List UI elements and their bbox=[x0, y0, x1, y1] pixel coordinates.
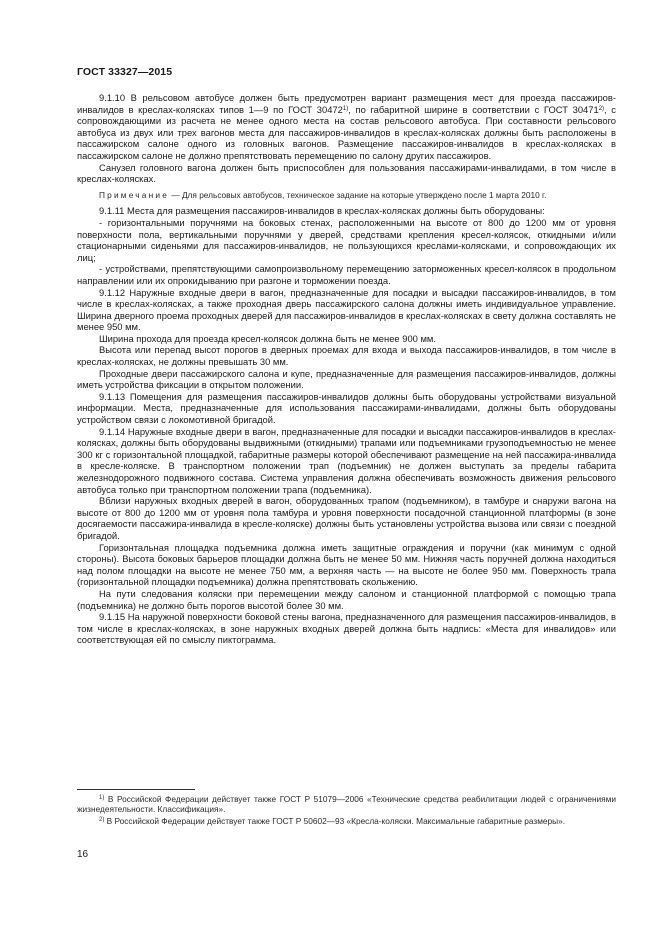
paragraph-doors: Проходные двери пассажирского салона и купе, предназначенные для размещения пассажиров-инвалидов, должны иметь устройства фиксации в открытом положении. bbox=[77, 367, 616, 391]
paragraph-text: , по габаритной ширине в соответствии с ГОСТ 30471 bbox=[348, 103, 599, 115]
paragraph-9-1-12: 9.1.12 Наружные входные двери в вагон, предназначенные для посадки и высадки пассажиров-инвалидов, в том числе в креслах-колясках, а также проходная дверь пассажирского салона должны иметь индивидуальное управление. Ширина дверного проема проходных дверей для пассажиров-инвалидов в креслах-колясках в свету должна составлять не менее 950 мм. bbox=[77, 286, 616, 333]
paragraph-call-devices: Вблизи наружных входных дверей в вагон, оборудованных трапом (подъемником), в тамбуре и снаружи вагона на высоте от 800 до 1200 мм от уровня пола тамбура и уровня поверхности посадочной станционной платформы (в зоне досягаемости пассажира-инвалида в кресле-коляске) должны быть установлены устройства вызова или связи с поездной бригадой. bbox=[77, 495, 616, 541]
note-text: — Для рельсовых автобусов, техническое задание на которые утверждено после 1 марта 2010 г. bbox=[169, 189, 547, 200]
list-item-devices: - устройствами, препятствующими самопроизвольному перемещению заторможенных кресел-колясок в продольном направлении или их опрокидыванию при разгоне и торможении поезда. bbox=[77, 263, 616, 286]
document-header: ГОСТ 33327—2015 bbox=[77, 66, 173, 78]
paragraph-text: 9.1.10 В рельсовом автобусе должен быть предусмотрен вариант размещения мест для проезда пассажиров-инвалидов в креслах-колясках типов 1—9 по ГОСТ 30472 bbox=[77, 92, 616, 115]
list-item-handrails: - горизонтальными поручнями на боковых стенах, расположенными на высоте от 800 до 1200 мм от уровня поверхности пола, вертикальными поручнями у дверей, средствами крепления кресел-колясок, откидными и/или стационарными сиденьями для пассажиров-инвалидов, не пользующихся креслами-колясками, и сопровождающих их лиц; bbox=[77, 216, 616, 263]
footnotes bbox=[77, 794, 616, 827]
footnote-ref-1: 1) bbox=[342, 105, 349, 112]
footnote-divider bbox=[77, 789, 195, 790]
footnote-ref-2: 2) bbox=[598, 105, 605, 112]
footnote-mark: 2) bbox=[99, 816, 105, 823]
footnote-1 bbox=[77, 794, 616, 815]
note bbox=[77, 190, 616, 201]
paragraph-9-1-10 bbox=[77, 92, 616, 162]
paragraph-9-1-11: 9.1.11 Места для размещения пассажиров-инвалидов в креслах-колясках должны быть оборудованы: bbox=[99, 205, 545, 217]
paragraph-9-1-14: 9.1.14 Наружные входные двери в вагон, предназначенные для посадки и высадки пассажиров-инвалидов в креслах-колясках, должны быть оборудованы выдвижными (откидными) трапами или подъемниками грузоподъемностью не менее 300 кг с горизонтальной площадкой, габаритные размеры которой обеспечивают размещение на ней пассажира-инвалида в кресле-коляске. В транспортном положении трап (подъемник) не должен выступать за пределы габарита железнодорожного подвижного состава. Система управления должна обеспечивать возможность движения рельсового автобуса только при транспортном положении трапа (подъемника). bbox=[77, 425, 616, 495]
footnote-2 bbox=[77, 816, 616, 826]
paragraph-platform: Горизонтальная площадка подъемника должна иметь защитные ограждения и поручни (как минимум с одной стороны). Высота боковых барьеров площадки должна быть не менее 50 мм. Нижняя часть поручней должна находиться над полом площадки на высоте не менее 750 мм, а верхняя часть — на высоте не более 950 мм. Поверхность трапа (горизонтальной площадки подъемника) должна препятствовать скольжению. bbox=[77, 541, 616, 588]
paragraph-threshold: Высота или перепад высот порогов в дверных проемах для входа и выхода пассажиров-инвалидов, в том числе в креслах-колясках, не должны превышать 30 мм. bbox=[77, 344, 616, 368]
paragraph-9-1-13: 9.1.13 Помещения для размещения пассажиров-инвалидов должны быть оборудованы устройствами визуальной информации. Места, предназначенные для использования пассажирами-инвалидами, должны быть оборудованы устройством связи с локомотивной бригадой. bbox=[77, 390, 616, 426]
paragraph-9-1-15: 9.1.15 На наружной поверхности боковой стены вагона, предназначенного для размещения пассажиров-инвалидов, в том числе в креслах-колясках, в зоне наружных входных дверей должна быть надпись: «Места для инвалидов» или соответствующая ей по смыслу пиктограмма. bbox=[77, 611, 616, 646]
footnote-text: В Российской Федерации действует также ГОСТ Р 50602—93 «Кресла-коляски. Максимальные габаритные размеры». bbox=[104, 815, 566, 826]
paragraph-toilet: Санузел головного вагона должен быть приспособлен для пользования пассажирами-инвалидами, в том числе в креслах-колясках. bbox=[77, 161, 616, 185]
note-label: Примечание bbox=[99, 189, 170, 200]
paragraph-aisle-width: Ширина прохода для проезда кресел-колясок должна быть не менее 900 мм. bbox=[99, 332, 436, 344]
paragraph-path: На пути следования коляски при перемещении между салоном и станционной платформой с помощью трапа (подъемника) не должно быть порогов высотой более 30 мм. bbox=[77, 587, 616, 611]
page-number: 16 bbox=[77, 849, 89, 860]
document-body bbox=[77, 92, 616, 646]
footnote-mark: 1) bbox=[99, 795, 105, 801]
paragraph-text: , с сопровождающими из расчета не менее одного места на состав рельсового автобуса. При составности рельсового автобуса из двух или трех вагонов места для пассажиров-инвалидов в креслах-колясках должны быть расположены в пассажирском салоне одного из головных вагонов. Размещение пассажиров-инвалидов в креслах-колясках в пассажирском салоне не должно препятствовать перемещению по салону других пассажиров. bbox=[77, 103, 616, 161]
footnote-text: В Российской Федерации действует также ГОСТ Р 51079—2006 «Технические средства реабилитации людей с ограничениями жизнедеятельности. Классификация». bbox=[77, 794, 616, 815]
